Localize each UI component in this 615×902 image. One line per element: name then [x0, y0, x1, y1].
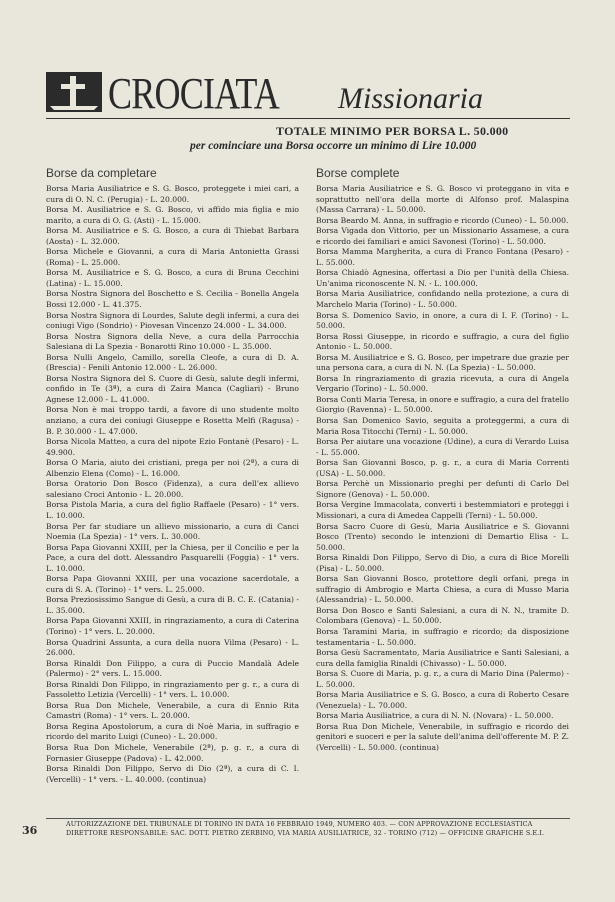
borsa-entry: Borsa Nostra Signora di Lourdes, Salute degli infermi, a cura dei coniugi Vigo (Sondrio) - Piovesan Vincenzo 24.000 - L. 34.000. — [46, 310, 299, 331]
borsa-entry: Borsa Maria Ausiliatrice e S. G. Bosco vi proteggano in vita e soprattutto nell'ora della morte di Alfonso prof. Malaspina (Massa Carrara) - L. 50.000. — [316, 184, 569, 215]
borsa-entry: Borsa Gesù Sacramentato, Maria Ausiliatrice e Santi Salesiani, a cura della famiglia Rinaldi (Chivasso) - L. 50.000. — [316, 648, 569, 668]
borsa-entry: Borsa Nostra Signora della Neve, a cura della Parrocchia Salesiana di La Spezia - Bonarotti Rino 10.000 - L. 35.000. — [46, 331, 299, 352]
borsa-entry: Borsa Pistola Maria, a cura del figlio Raffaele (Pesaro) - 1° vers. L. 10.000. — [46, 500, 299, 520]
borsa-entry: Borsa Per aiutare una vocazione (Udine), a cura di Verardo Luisa - L. 55.000. — [316, 437, 569, 457]
masthead-rule — [46, 118, 570, 119]
footer-rule — [46, 818, 570, 819]
borsa-entry: Borsa Mamma Margherita, a cura di Franco Fontana (Pesaro) - L. 55.000. — [316, 247, 569, 267]
borsa-entry: Borsa In ringraziamento di grazia ricevuta, a cura di Angela Vergario (Torino) - L. 50.000. — [316, 373, 569, 394]
borsa-entry: Borsa Papa Giovanni XXIII, in ringraziamento, a cura di Caterina (Torino) - 1° vers. L. 20.000. — [46, 616, 299, 636]
borsa-entry: Borsa Papa Giovanni XXIII, per una vocazione sacerdotale, a cura di S. A. (Torino) - 1° vers. L. 25.000. — [46, 574, 299, 594]
borsa-entry: Borsa Quadrini Assunta, a cura della nuora Vilma (Pesaro) - L. 26.000. — [46, 637, 299, 658]
borsa-entry: Borsa Maria Ausiliatrice, confidando nella protezione, a cura di Marchelo Maria (Torino) - L. 50.000. — [316, 289, 569, 310]
borsa-entry: Borsa Nicola Matteo, a cura del nipote Ezio Fontanè (Pesaro) - L. 49.900. — [46, 437, 299, 457]
borsa-entry: Borsa Nulli Angelo, Camillo, sorella Cleofe, a cura di D. A. (Brescia) - Fenili Antonio 12.000 - L. 26.000. — [46, 352, 299, 373]
borsa-entry: Borsa Non è mai troppo tardi, a favore di uno studente molto anziano, a cura dei coniugi Giuseppe e Rosetta Melfi (Ragusa) - B. P. 30.000 - L. 47.000. — [46, 405, 299, 436]
borsa-entry: Borsa Rinaldi Don Filippo, Servo di Dio (2ª), a cura di C. I. (Vercelli) - 1° vers. - L. 40.000. (continua) — [46, 764, 299, 784]
borsa-entry: Borsa Rinaldi Don Filippo, a cura di Puccio Mandalà Adele (Palermo) - 2° vers. L. 15.000. — [46, 658, 299, 679]
borsa-entry: Borsa Maria Ausiliatrice e S. G. Bosco, proteggete i miei cari, a cura di O. N. C. (Perugia) - L. 20.000. — [46, 184, 299, 204]
borsa-entry: Borsa M. Ausiliatrice e S. G. Bosco, a cura di Bruna Cecchini (Latina) - L. 15.000. — [46, 268, 299, 288]
borsa-entry: Borsa M. Ausiliatrice e S. G. Bosco, vi affido mia figlia e mio marito, a cura di O. G. (Asti) - L. 15.000. — [46, 205, 299, 225]
borsa-entry: Borsa Michele e Giovanni, a cura di Maria Antonietta Grassi (Roma) - L. 25.000. — [46, 247, 299, 267]
borsa-entry: Borsa Rua Don Michele, Venerabile, in suffragio e ricordo dei genitori e suoceri e per la salute dell'anima dell'offerente M. P. Z. (Vercelli) - L. 50.000. (continua) — [316, 721, 569, 752]
borsa-entry: Borsa Rinaldi Don Filippo, in ringraziamento per g. r., a cura di Fassoletto Letizia (Vercelli) - 1° vers. L. 10.000. — [46, 679, 299, 700]
borsa-entry: Borsa Rua Don Michele, Venerabile, a cura di Ennio Rita Camastri (Roma) - 1° vers. L. 20.000. — [46, 700, 299, 721]
borsa-entry: Borsa M. Ausiliatrice e S. G. Bosco, a cura di Thiebat Barbara (Aosta) - L. 32.000. — [46, 226, 299, 246]
borsa-entry: Borsa Rua Don Michele, Venerabile (2ª), p. g. r., a cura di Fornasier Giuseppe (Padova) - L. 42.000. — [46, 742, 299, 763]
borsa-entry: Borsa Conti Maria Teresa, in onore e suffragio, a cura del fratello Giorgio (Ravenna) - L. 50.000. — [316, 394, 569, 415]
borsa-entry: Borsa Rinaldi Don Filippo, Servo di Dio, a cura di Bice Morelli (Pisa) - L. 50.000. — [316, 553, 569, 573]
headline-minimum: per cominciare una Borsa occorre un minimo di Lire 10.000 — [190, 140, 477, 152]
masthead-title: CROCIATA — [108, 69, 279, 118]
borsa-entry: Borsa Rossi Giuseppe, in ricordo e suffragio, a cura del figlio Antonio - L. 50.000. — [316, 331, 569, 352]
borsa-entry: Borsa S. Cuore di Maria, p. g. r., a cura di Mario Dina (Palermo) - L. 50.000. — [316, 669, 569, 689]
borsa-entry: Borsa Preziosissimo Sangue di Gesù, a cura di B. C. E. (Catania) - L. 35.000. — [46, 595, 299, 615]
borsa-entry: Borsa Maria Ausiliatrice, a cura di N. N. (Novara) - L. 50.000. — [316, 711, 554, 721]
headline-total: TOTALE MINIMO PER BORSA L. 50.000 — [276, 124, 509, 138]
masthead — [46, 70, 566, 118]
footer-line-2: DIRETTORE RESPONSABILE: SAC. DOTT. PIETRO ZERBINO, VIA MARIA AUSILIATRICE, 32 - TORINO (712) — OFFICINE GRAFICHE S.E.I. — [66, 828, 545, 837]
borsa-entry: Borsa Nostra Signora del Boschetto e S. Cecilia - Bonella Angela Bossi 12.000 - L. 41.375. — [46, 289, 299, 310]
page-number: 36 — [22, 824, 38, 837]
borsa-entry: Borsa Papa Giovanni XXIII, per la Chiesa, per il Concilio e per la Pace, a cura del dott. Alessandro Pasquarelli (Foggia) - 1° vers. L. 10.000. — [46, 542, 299, 573]
borsa-entry: Borsa Beardo M. Anna, in suffragio e ricordo (Cuneo) - L. 50.000. — [316, 215, 569, 225]
left-column — [46, 184, 299, 785]
borsa-entry: Borsa Oratorio Don Bosco (Fidenza), a cura dell'ex allievo salesiano Croci Antonio - L. 20.000. — [46, 479, 299, 499]
borsa-entry: Borsa Taramini Maria, in suffragio e ricordo; da disposizione testamentaria - L. 50.000. — [316, 626, 569, 647]
borsa-entry: Borsa M. Ausiliatrice e S. G. Bosco, per impetrare due grazie per una persona cara, a cura di N. N. (La Spezia) - L. 50.000. — [316, 352, 569, 373]
borsa-entry: Borsa San Giovanni Bosco, protettore degli orfani, prega in suffragio di Ambrogio e Marta Chiesa, a cura di Musso Maria (Alessandria) - L. 50.000. — [316, 574, 569, 605]
borsa-entry: Borsa Sacro Cuore di Gesù, Maria Ausiliatrice e S. Giovanni Bosco (Trento) secondo le intenzioni di Demartio Elisa - L. 50.000. — [316, 521, 569, 552]
borsa-entry: Borsa Perchè un Missionario preghi per defunti di Carlo Del Signore (Genova) - L. 50.000. — [316, 479, 569, 499]
borsa-entry: Borsa Chiadò Agnesina, offertasi a Dio per l'unità della Chiesa. Un'anima riconoscente N. N. - L. 100.000. — [316, 268, 569, 288]
borsa-entry: Borsa San Giovanni Bosco, p. g. r., a cura di Maria Correnti (USA) - L. 50.000. — [316, 458, 569, 478]
borsa-entry: Borsa O Maria, aiuto dei cristiani, prega per noi (2ª), a cura di Albenzio Elena (Como) - L. 16.000. — [46, 458, 299, 478]
mission-emblem-icon — [46, 72, 102, 112]
borsa-entry: Borsa Per far studiare un allievo missionario, a cura di Canci Noemia (La Spezia) - 1° vers. L. 30.000. — [46, 521, 299, 542]
borsa-entry: Borsa S. Domenico Savio, in onore, a cura di I. F. (Torino) - L. 50.000. — [316, 310, 569, 331]
borsa-entry: Borsa Don Bosco e Santi Salesiani, a cura di N. N., tramite D. Colombara (Genova) - L. 50.000. — [316, 605, 569, 626]
borsa-entry: Borsa Regina Apostolorum, a cura di Noè Maria, in suffragio e ricordo del marito Luigi (Cuneo) - L. 20.000. — [46, 721, 299, 742]
masthead-subtitle: Missionaria — [338, 82, 484, 115]
right-column-heading: Borse complete — [316, 166, 400, 180]
footer-line-1: AUTORIZZAZIONE DEL TRIBUNALE DI TORINO IN DATA 16 FEBBRAIO 1949, NUMERO 403. — CON APPROVAZIONE ECCLESIASTICA — [66, 820, 533, 828]
borsa-entry: Borsa Maria Ausiliatrice e S. G. Bosco, a cura di Roberto Cesare (Venezuela) - L. 70.000. — [316, 690, 569, 710]
borsa-entry: Borsa Nostra Signora del S. Cuore di Gesù, salute degli infermi, confido in Te (3ª), a cura di Zaira Manca (Cagliari) - Bruno Agnese 12.000 - L. 41.000. — [46, 373, 299, 404]
footer-imprint — [66, 820, 576, 837]
borsa-entry: Borsa San Domenico Savio, seguita a proteggermi, a cura di Maria Rosa Titocchi (Terni) - L. 50.000. — [316, 416, 569, 436]
left-column-heading: Borse da completare — [46, 166, 157, 180]
borsa-entry: Borsa Vigada don Vittorio, per un Missionario Assamese, a cura e ricordo dei familiari e amici Savonesi (Torino) - L. 50.000. — [316, 226, 569, 246]
borsa-entry: Borsa Vergine Immacolata, converti i bestemmiatori e proteggi i Missionari, a cura di Amedea Cappelli (Terni) - L. 50.000. — [316, 500, 569, 520]
right-column — [316, 184, 569, 754]
